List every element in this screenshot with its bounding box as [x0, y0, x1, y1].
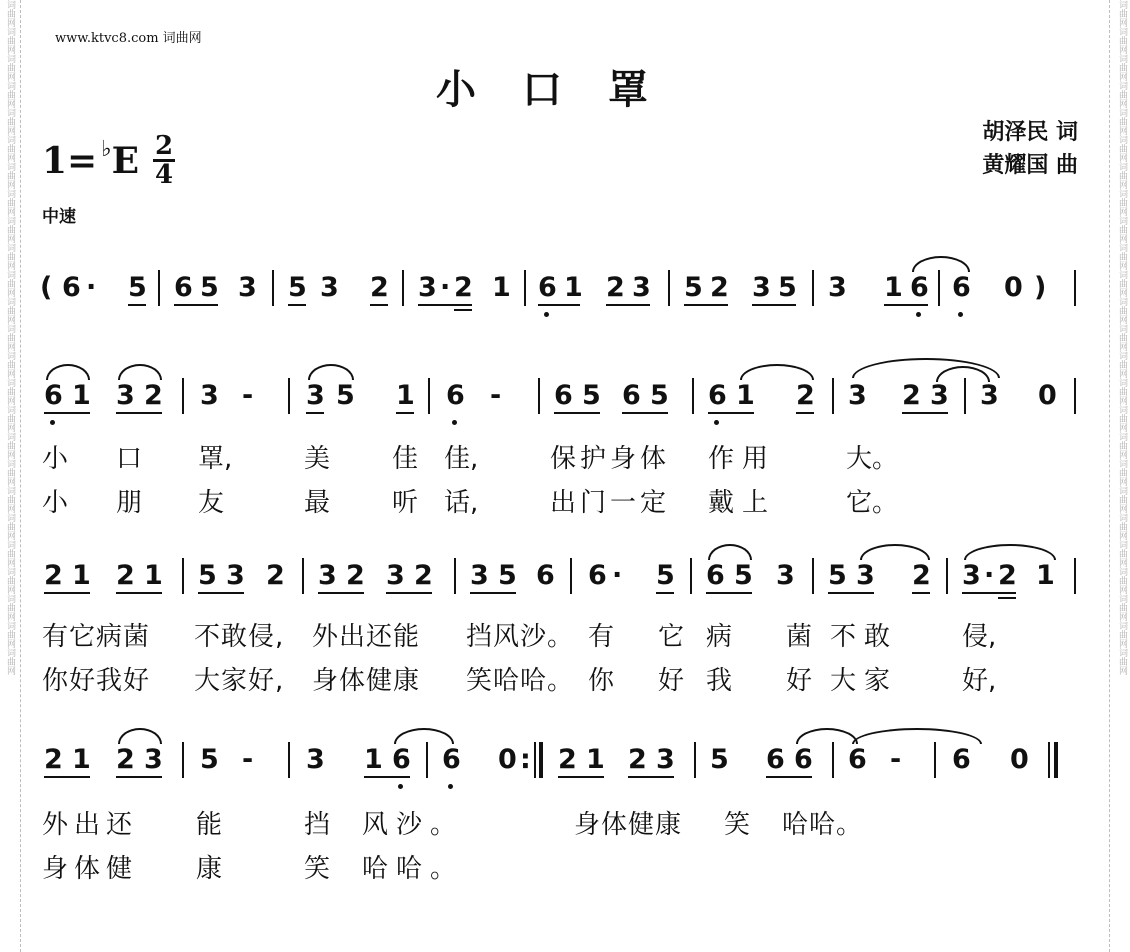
left-dashed-border — [20, 0, 21, 952]
underline — [306, 412, 324, 414]
note: 0 — [1010, 744, 1029, 775]
bar-line — [426, 742, 428, 778]
lyric: 好 — [786, 666, 813, 696]
note: 2 — [710, 272, 729, 303]
note: 5 — [128, 272, 147, 303]
lyricist-credit: 胡泽民 词 — [982, 120, 1078, 145]
note: 6 — [848, 744, 867, 775]
bar-line — [288, 742, 290, 778]
lyric: 小 — [42, 444, 69, 474]
bar-line — [694, 742, 696, 778]
lyrics-row-3-verse-1 — [40, 616, 1090, 650]
note: 2 — [144, 380, 163, 411]
underline — [198, 592, 244, 594]
note: 3 — [930, 380, 949, 411]
note: 2 — [998, 560, 1017, 591]
note: 3 — [656, 744, 675, 775]
note: 5 — [582, 380, 601, 411]
slur — [46, 364, 90, 380]
lyric: 佳, — [444, 444, 479, 474]
lyric: 它 — [658, 622, 685, 652]
note: 5 — [650, 380, 669, 411]
song-title: 小口罩 — [436, 66, 694, 113]
underline — [656, 592, 674, 594]
underline — [44, 412, 90, 414]
low-octave-dot — [958, 312, 963, 317]
underline — [418, 304, 472, 306]
lyric: 口 — [116, 444, 143, 474]
lyric: 不敢 — [830, 622, 899, 652]
dash: - — [490, 380, 502, 411]
lyrics-row-2-verse-2 — [40, 482, 1090, 516]
note: 6 — [62, 272, 81, 303]
note: 1 — [396, 380, 415, 411]
note: 2 — [370, 272, 389, 303]
underline — [288, 304, 306, 306]
note: 2 — [116, 744, 135, 775]
note: 5 — [778, 272, 797, 303]
underline — [998, 597, 1016, 599]
note: 2 — [414, 560, 433, 591]
lyric: 它。 — [846, 488, 899, 518]
bar-line — [1048, 742, 1050, 778]
underline — [902, 412, 948, 414]
note: 0 — [1038, 380, 1057, 411]
low-octave-dot — [50, 420, 55, 425]
note: 0 — [498, 744, 517, 775]
lyric: 能 — [196, 810, 223, 840]
bar-line — [832, 742, 834, 778]
note: 3 — [144, 744, 163, 775]
low-octave-dot — [398, 784, 403, 789]
dot-extension: · — [612, 560, 623, 591]
lyric: 有 — [588, 622, 615, 652]
dot-extension: · — [86, 272, 97, 303]
note: 2 — [796, 380, 815, 411]
bar-line — [454, 558, 456, 594]
underline — [470, 592, 516, 594]
lyric: 听 — [392, 488, 419, 518]
paren-open: ( — [40, 272, 53, 303]
note: 2 — [902, 380, 921, 411]
note: 3 — [962, 560, 981, 591]
lyric: 出门一定 — [550, 488, 671, 518]
note: 6 — [538, 272, 557, 303]
lyrics-row-4-verse-2 — [40, 848, 1090, 882]
lyric: 好 — [658, 666, 685, 696]
note: 2 — [44, 744, 63, 775]
underline — [628, 776, 674, 778]
underline — [828, 592, 874, 594]
note: 6 — [622, 380, 641, 411]
lyric: 好, — [962, 666, 997, 696]
underline — [44, 592, 90, 594]
underline — [116, 412, 162, 414]
note: 2 — [454, 272, 473, 303]
note: 6 — [392, 744, 411, 775]
lyric: 有它病菌 — [42, 622, 151, 652]
note: 1 — [564, 272, 583, 303]
lyric: 小 — [42, 488, 69, 518]
bar-line — [272, 270, 274, 306]
underline — [796, 412, 814, 414]
bar-line — [812, 270, 814, 306]
underline — [386, 592, 432, 594]
note: 2 — [912, 560, 931, 591]
dot-extension: · — [984, 560, 995, 591]
score-row-4 — [40, 740, 1090, 800]
note: 2 — [44, 560, 63, 591]
bar-line — [302, 558, 304, 594]
final-bar-line — [1054, 742, 1058, 778]
note: 3 — [980, 380, 999, 411]
lyric: 菌 — [786, 622, 813, 652]
note: 3 — [470, 560, 489, 591]
lyric: 侵, — [962, 622, 997, 652]
underline — [370, 304, 388, 306]
note: 6 — [174, 272, 193, 303]
underline — [766, 776, 812, 778]
slur — [860, 544, 930, 560]
note: 5 — [498, 560, 517, 591]
dash: - — [890, 744, 902, 775]
key-prefix: 1= — [42, 139, 98, 182]
lyric: 笑哈哈。 — [466, 666, 575, 696]
note: 1 — [492, 272, 511, 303]
note: 3 — [828, 272, 847, 303]
lyric: 风沙。 — [362, 810, 465, 840]
note: 1 — [586, 744, 605, 775]
low-octave-dot — [714, 420, 719, 425]
note: 5 — [656, 560, 675, 591]
note: 6 — [952, 272, 971, 303]
bar-line — [182, 558, 184, 594]
note: 5 — [710, 744, 729, 775]
underline — [622, 412, 668, 414]
lyric: 身体健康 — [574, 810, 683, 840]
lyric: 最 — [304, 488, 331, 518]
flat-symbol: ♭ — [101, 135, 112, 162]
lyrics-row-3-verse-2 — [40, 660, 1090, 694]
note: 1 — [364, 744, 383, 775]
underline — [174, 304, 218, 306]
bar-line — [1074, 270, 1076, 306]
dash: - — [242, 744, 254, 775]
lyric: 话, — [444, 488, 479, 518]
lyric: 我 — [706, 666, 733, 696]
note: 6 — [952, 744, 971, 775]
underline — [752, 304, 796, 306]
underline — [128, 304, 146, 306]
bar-line — [1074, 378, 1076, 414]
underline — [44, 776, 90, 778]
note: 6 — [446, 380, 465, 411]
note: 1 — [736, 380, 755, 411]
repeat-dots: : — [520, 744, 531, 775]
composer-credit: 黄耀国 曲 — [982, 153, 1078, 178]
note: 3 — [856, 560, 875, 591]
note: 1 — [72, 560, 91, 591]
lyric: 病 — [706, 622, 733, 652]
note: 5 — [198, 560, 217, 591]
underline — [538, 304, 580, 306]
note: 5 — [200, 272, 219, 303]
lyric: 罩, — [198, 444, 233, 474]
note: 6 — [910, 272, 929, 303]
bar-line — [1074, 558, 1076, 594]
bar-line — [428, 378, 430, 414]
underline — [706, 592, 752, 594]
lyric: 作用 — [708, 444, 777, 474]
note: 6 — [554, 380, 573, 411]
lyric: 外出还能 — [312, 622, 421, 652]
note: 2 — [628, 744, 647, 775]
bar-line — [288, 378, 290, 414]
bar-line — [534, 742, 536, 778]
note: 6 — [536, 560, 555, 591]
bar-line — [402, 270, 404, 306]
note: 2 — [558, 744, 577, 775]
low-octave-dot — [448, 784, 453, 789]
key-letter: E — [111, 139, 140, 182]
slur — [308, 364, 354, 380]
lyric: 不敢侵, — [194, 622, 285, 652]
note: 3 — [752, 272, 771, 303]
note: 3 — [306, 744, 325, 775]
note: 3 — [320, 272, 339, 303]
underline — [708, 412, 754, 414]
note: 6 — [44, 380, 63, 411]
note: 3 — [418, 272, 437, 303]
lyric: 身体健 — [42, 854, 139, 884]
underline — [962, 592, 1016, 594]
bar-line — [938, 270, 940, 306]
lyric: 哈哈。 — [782, 810, 864, 840]
note: 6 — [706, 560, 725, 591]
bar-line — [812, 558, 814, 594]
slur — [118, 364, 162, 380]
slur — [740, 364, 814, 380]
note: 3 — [200, 380, 219, 411]
low-octave-dot — [544, 312, 549, 317]
lyric: 康 — [196, 854, 223, 884]
lyric: 朋 — [116, 488, 143, 518]
bar-line — [964, 378, 966, 414]
bar-line — [832, 378, 834, 414]
note: 6 — [708, 380, 727, 411]
tempo-marking: 中速 — [42, 207, 76, 227]
underline — [554, 412, 600, 414]
note: 1 — [72, 380, 91, 411]
lyric: 你好我好 — [42, 666, 151, 696]
note: 5 — [200, 744, 219, 775]
underline — [606, 304, 650, 306]
note: 3 — [776, 560, 795, 591]
lyric: 大家 — [830, 666, 899, 696]
bar-line — [524, 270, 526, 306]
note: 3 — [238, 272, 257, 303]
note: 1 — [72, 744, 91, 775]
dot-extension: · — [440, 272, 451, 303]
site-label: www.ktvc8.com 词曲网 — [55, 31, 202, 46]
lyric: 笑 — [304, 854, 331, 884]
underline — [454, 309, 472, 311]
meter-top: 2 — [155, 131, 174, 161]
right-dashed-border — [1109, 0, 1110, 952]
underline — [684, 304, 728, 306]
underline — [884, 304, 928, 306]
time-signature — [153, 131, 175, 190]
lyric: 保护身体 — [550, 444, 671, 474]
bar-line — [182, 742, 184, 778]
slur — [964, 544, 1056, 560]
note: 1 — [1036, 560, 1055, 591]
low-octave-dot — [452, 420, 457, 425]
repeat-bar-line — [539, 742, 543, 778]
bar-line — [538, 378, 540, 414]
lyric: 哈哈。 — [362, 854, 465, 884]
note: 2 — [266, 560, 285, 591]
lyric: 挡 — [304, 810, 331, 840]
note: 5 — [734, 560, 753, 591]
lyric: 身体健康 — [312, 666, 421, 696]
note: 5 — [684, 272, 703, 303]
note: 6 — [588, 560, 607, 591]
lyrics-row-2-verse-1 — [40, 438, 1090, 472]
lyrics-row-4-verse-1 — [40, 804, 1090, 838]
note: 3 — [386, 560, 405, 591]
note: 3 — [226, 560, 245, 591]
lyric: 友 — [198, 488, 225, 518]
credits — [982, 116, 1078, 182]
bar-line — [570, 558, 572, 594]
note: 6 — [794, 744, 813, 775]
lyric: 美 — [304, 444, 331, 474]
underline — [364, 776, 410, 778]
low-octave-dot — [916, 312, 921, 317]
underline — [116, 776, 162, 778]
note: 5 — [828, 560, 847, 591]
bar-line — [690, 558, 692, 594]
score-row-1 — [40, 268, 1090, 328]
note: 3 — [318, 560, 337, 591]
score-row-3 — [40, 556, 1090, 616]
lyric: 大。 — [846, 444, 899, 474]
bar-line — [182, 378, 184, 414]
note: 6 — [766, 744, 785, 775]
lyric: 笑 — [724, 810, 751, 840]
note: 3 — [632, 272, 651, 303]
lyric: 挡风沙。 — [466, 622, 575, 652]
note: 1 — [884, 272, 903, 303]
lyric: 戴上 — [708, 488, 777, 518]
note: 1 — [144, 560, 163, 591]
underline — [116, 592, 162, 594]
note: 2 — [606, 272, 625, 303]
note: 3 — [848, 380, 867, 411]
underline — [912, 592, 930, 594]
bar-line — [946, 558, 948, 594]
underline — [318, 592, 364, 594]
lyric: 外出还 — [42, 810, 139, 840]
dash: - — [242, 380, 254, 411]
paren-close: ) — [1034, 272, 1047, 303]
bar-line — [668, 270, 670, 306]
slur — [708, 544, 752, 560]
note: 6 — [442, 744, 461, 775]
note: 3 — [306, 380, 325, 411]
underline — [396, 412, 414, 414]
bar-line — [692, 378, 694, 414]
score-row-2 — [40, 376, 1090, 436]
note: 0 — [1004, 272, 1023, 303]
note: 5 — [336, 380, 355, 411]
right-watermark-strip: 词曲网词曲网词曲网词曲网词曲网词曲网词曲网词曲网词曲网词曲网词曲网词曲网词曲网词曲网词曲网词曲网词曲网词曲网词曲网词曲网词曲网词曲网词曲网词曲网词曲网 — [1117, 0, 1127, 675]
note: 2 — [116, 560, 135, 591]
lyric: 你 — [588, 666, 615, 696]
note: 2 — [346, 560, 365, 591]
slur — [118, 728, 162, 744]
key-signature — [42, 131, 175, 190]
meter-bottom: 4 — [155, 160, 174, 190]
lyric: 大家好, — [194, 666, 285, 696]
lyric: 佳 — [392, 444, 419, 474]
bar-line — [158, 270, 160, 306]
underline — [558, 776, 604, 778]
note: 3 — [116, 380, 135, 411]
bar-line — [934, 742, 936, 778]
note: 5 — [288, 272, 307, 303]
left-watermark-strip: 词曲网词曲网词曲网词曲网词曲网词曲网词曲网词曲网词曲网词曲网词曲网词曲网词曲网词曲网词曲网词曲网词曲网词曲网词曲网词曲网词曲网词曲网词曲网词曲网词曲网 — [5, 0, 15, 675]
